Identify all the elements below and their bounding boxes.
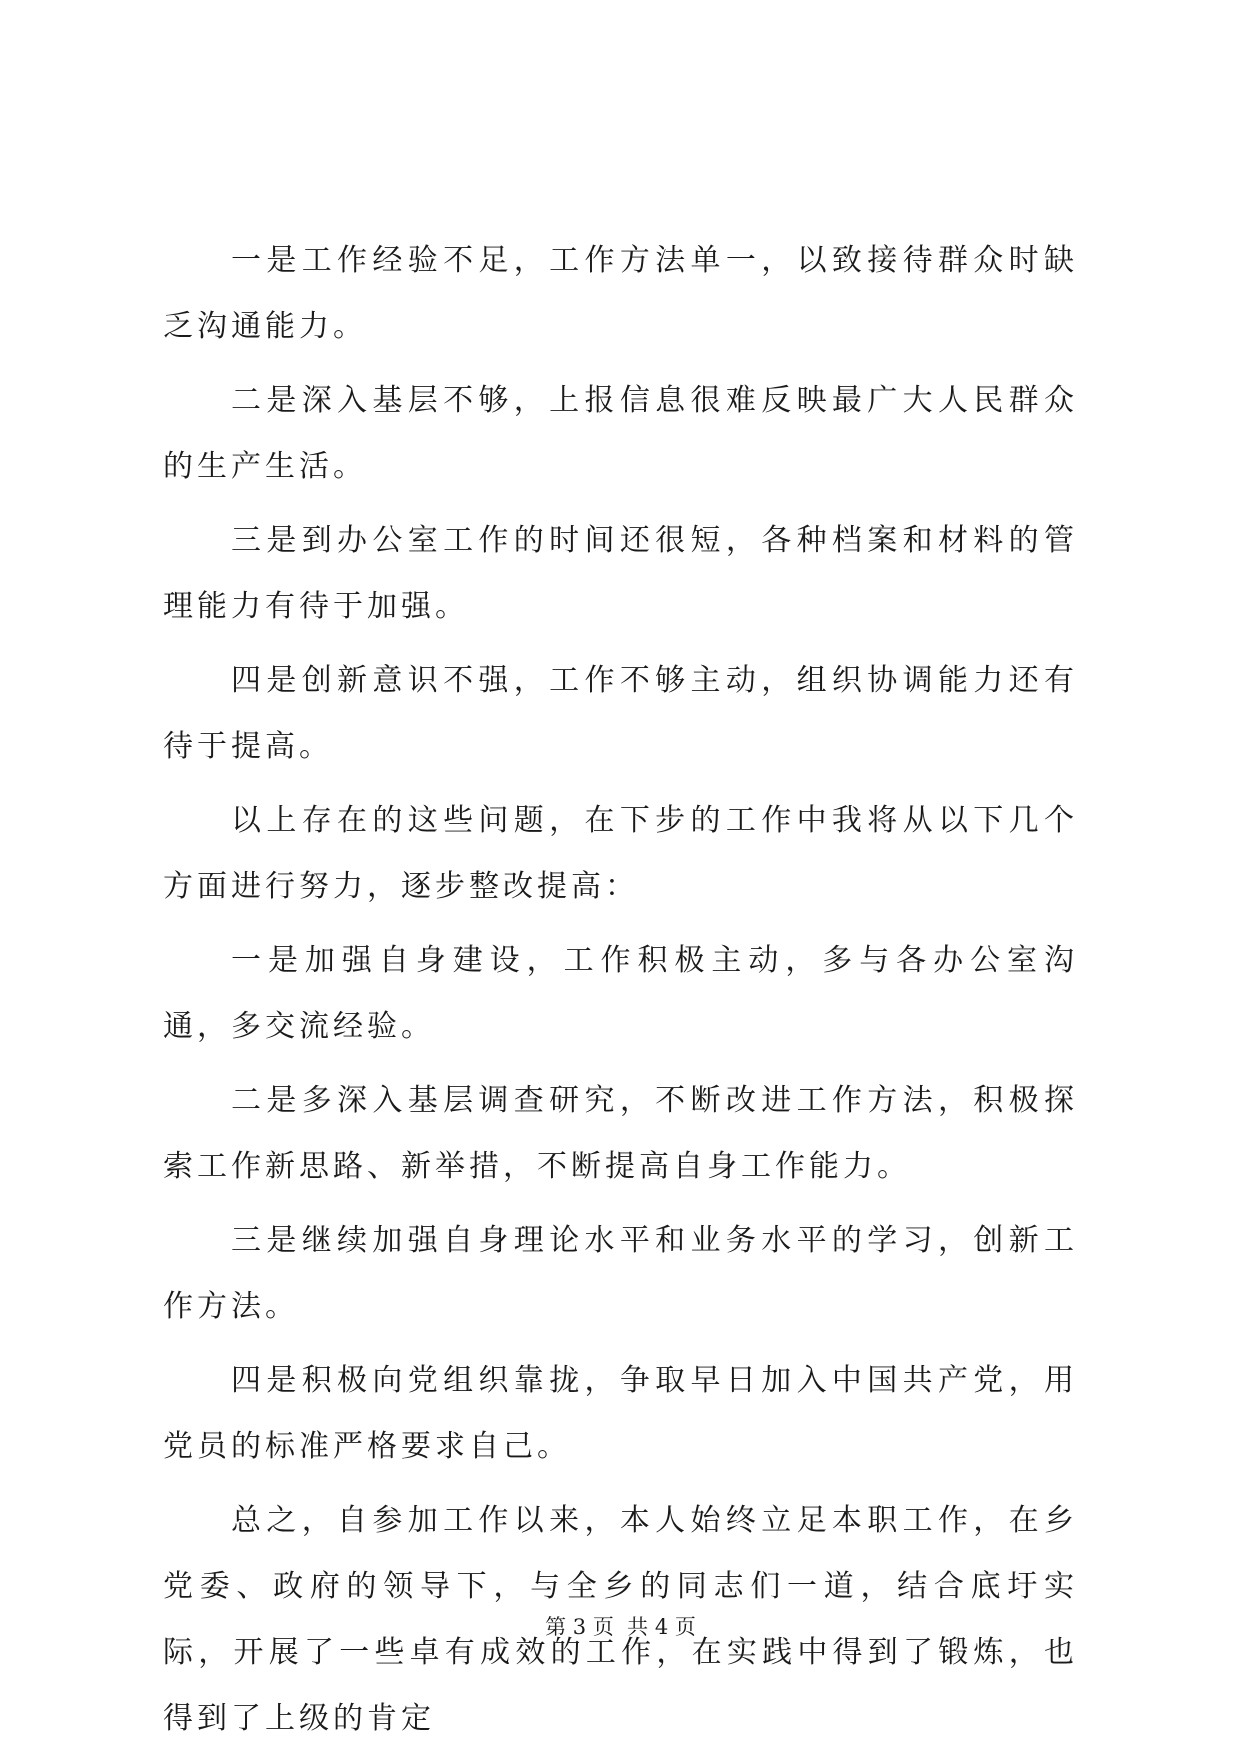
paragraph-7: 二是多深入基层调查研究，不断改进工作方法，积极探索工作新思路、新举措，不断提高自身工作能力。 xyxy=(163,1083,1078,1184)
paragraph-3: 三是到办公室工作的时间还很短，各种档案和材料的管理能力有待于加强。 xyxy=(163,523,1078,624)
paragraph-10: 总之，自参加工作以来，本人始终立足本职工作，在乡党委、政府的领导下，与全乡的同志们一道，结合底圩实际，开展了一些卓有成效的工作，在实践中得到了锻炼，也得到了上级的肯定 xyxy=(163,1503,1078,1736)
paragraph-8: 三是继续加强自身理论水平和业务水平的学习，创新工作方法。 xyxy=(163,1223,1078,1324)
paragraph-6: 一是加强自身建设，工作积极主动，多与各办公室沟通，多交流经验。 xyxy=(163,943,1078,1044)
paragraph-9: 四是积极向党组织靠拢，争取早日加入中国共产党，用党员的标准严格要求自己。 xyxy=(163,1363,1078,1464)
paragraph-5: 以上存在的这些问题，在下步的工作中我将从以下几个方面进行努力，逐步整改提高： xyxy=(163,803,1078,904)
paragraph-4: 四是创新意识不强，工作不够主动，组织协调能力还有待于提高。 xyxy=(163,663,1078,764)
page-number-label: 第 3 页 共 4 页 xyxy=(545,1615,696,1639)
page-footer xyxy=(0,1612,1241,1642)
paragraph-1: 一是工作经验不足，工作方法单一，以致接待群众时缺乏沟通能力。 xyxy=(163,243,1078,344)
document-body xyxy=(163,228,1078,1760)
paragraph-2: 二是深入基层不够，上报信息很难反映最广大人民群众的生产生活。 xyxy=(163,383,1078,484)
